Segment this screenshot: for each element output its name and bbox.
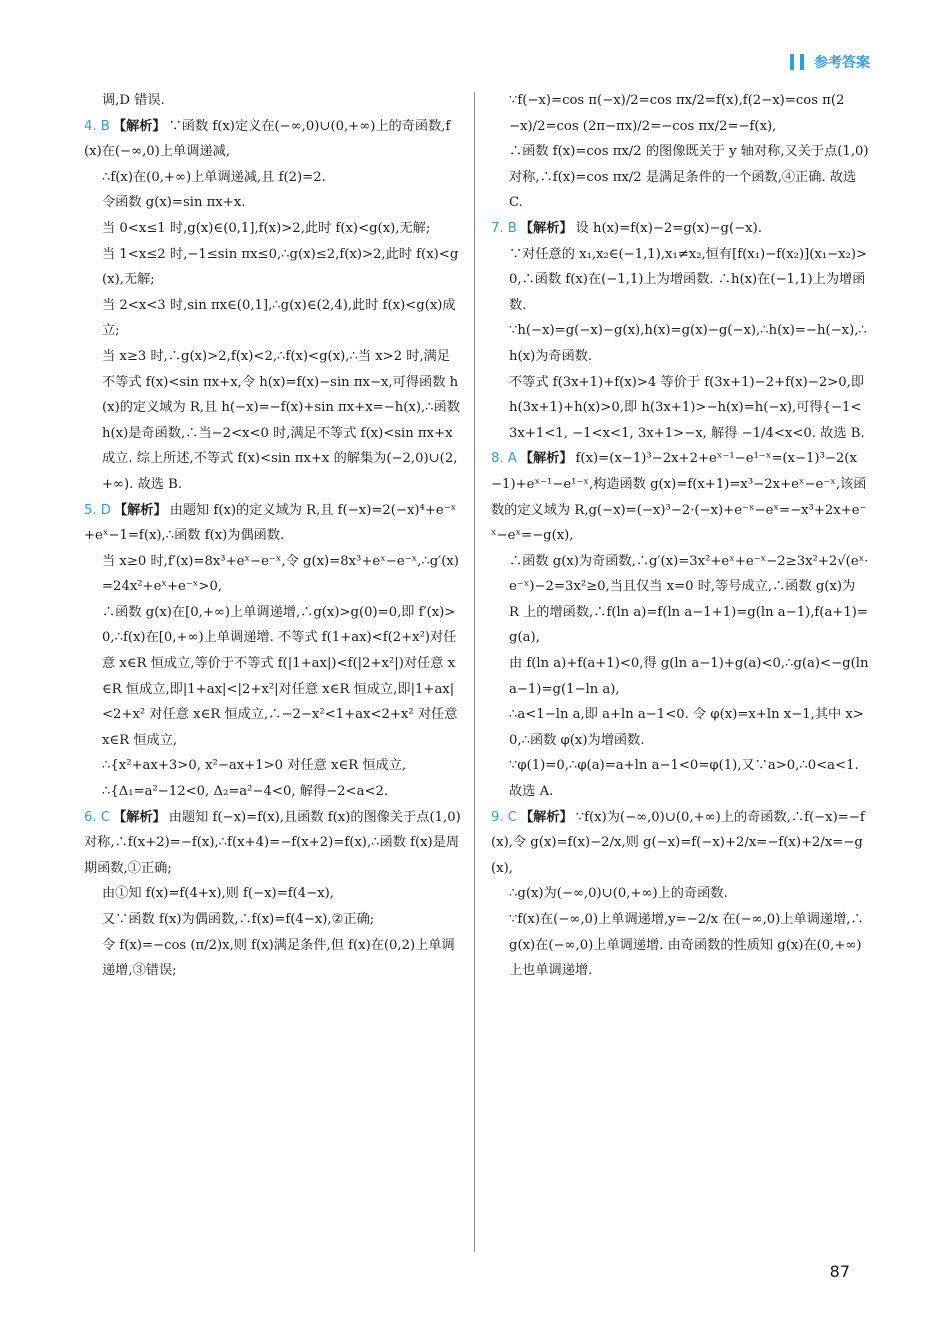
header-bar-icon [790,54,794,70]
analysis-tag: 【解析】 [113,502,167,518]
paragraph-text: 不等式 f(3x+1)+f(x)>4 等价于 f(3x+1)−2+f(x)−2>0,即 h(3x+1)+h(x)>0,即 h(3x+1)>−h(x)=h(−x),可得{−1<3x+1<1, −1<x<1, 3x+1>−x, 解得 −1/4<x<0. 故选 B. [509,374,865,441]
paragraph-text: ∵φ(1)=0,∴φ(a)=a+ln a−1<0=φ(1),又∵a>0,∴0<a<1. 故选 A. [509,758,859,800]
paragraph [102,165,462,191]
paragraph [102,549,462,600]
paragraph-text: 当 x≥3 时,∴g(x)>2,f(x)<2,∴f(x)<g(x),∴当 x>2 时,满足不等式 f(x)<sin πx+x,令 h(x)=f(x)−sin πx−x,可得函数 h(x)的定义域为 R,且 h(−x)=−f(x)+sin πx+x=−h(x),∴函数 h(x)是奇函数,∴当−2<x<0 时,满足不等式 f(x)<sin πx+x 成立. 综上所述,不等式 f(x)<sin πx+x 的解集为(−2,0)∪(2,+∞). 故选 B. [102,348,460,492]
question-number: 5. D [84,502,111,518]
paragraph-text: ∴g(x)为(−∞,0)∪(0,+∞)上的奇函数. [509,886,728,902]
question-number: 6. C [84,809,110,825]
paragraph [84,498,462,549]
page-header [790,52,870,72]
paragraph [491,805,869,882]
paragraph [509,139,869,216]
header-bar-icon [800,54,804,70]
paragraph-text: ∵h(−x)=g(−x)−g(x),h(x)=g(x)−g(−x),∴h(x)=−h(−x),∴h(x)为奇函数. [509,323,867,364]
paragraph-text: 调,D 错误. [102,93,165,108]
question-number: 4. B [84,118,110,134]
question-number: 9. C [491,809,517,825]
analysis-tag: 【解析】 [519,220,573,236]
header-label: 参考答案 [814,55,870,71]
paragraph [84,805,462,882]
analysis-tag: 【解析】 [519,809,573,825]
paragraph [509,881,869,907]
paragraph-text: 又∵函数 f(x)为偶函数,∴f(x)=f(4−x),②正确; [102,912,375,927]
left-column [84,88,462,984]
paragraph-text: ∵函数 f(x)定义在(−∞,0)∪(0,+∞)上的奇函数,f(x)在(−∞,0)上单调递减, [84,118,451,160]
paragraph-text: 由题知 f(−x)=f(x),且函数 f(x)的图像关于点(1,0)对称,∴f(x+2)=−f(x),∴f(x+4)=−f(x+2)=f(x),∴函数 f(x)是周期函数,①正确; [84,809,461,876]
paragraph [84,114,462,165]
paragraph [102,190,462,216]
paragraph [102,242,462,293]
paragraph [491,446,869,548]
paragraph [509,753,869,804]
paragraph-text: 当 2<x<3 时,sin πx∈(0,1],∴g(x)∈(2,4),此时 f(x)<g(x)成立; [102,297,456,339]
analysis-tag: 【解析】 [112,809,166,825]
paragraph-text: 由 f(ln a)+f(a+1)<0,得 g(ln a−1)+g(a)<0,∴g(a)<−g(ln a−1)=g(1−ln a), [509,656,869,697]
paragraph-text: ∵f(−x)=cos π(−x)/2=cos πx/2=f(x),f(2−x)=cos π(2−x)/2=cos (2π−πx)/2=−cos πx/2=−f(x), [509,93,845,134]
paragraph-text: ∵f(x)在(−∞,0)上单调递增,y=−2/x 在(−∞,0)上单调递增,∴g(x)在(−∞,0)上单调递增. 由奇函数的性质知 g(x)在(0,+∞)上也单调递增. [509,912,864,979]
paragraph [509,651,869,702]
paragraph-text: ∵对任意的 x₁,x₂∈(−1,1),x₁≠x₂,恒有[f(x₁)−f(x₂)](x₁−x₂)>0,∴函数 f(x)在(−1,1)上为增函数. ∴h(x)在(−1,1)上为增函数. [509,246,868,313]
paragraph-text: 由①知 f(x)=f(4+x),则 f(−x)=f(4−x), [102,886,334,902]
column-divider [474,92,475,1252]
paragraph-text: 当 0<x≤1 时,g(x)∈(0,1],f(x)>2,此时 f(x)<g(x),无解; [102,220,431,236]
paragraph [102,881,462,907]
analysis-tag: 【解析】 [519,451,573,467]
paragraph [509,370,869,447]
paragraph [491,216,869,242]
paragraph-text: ∴函数 g(x)在[0,+∞)上单调递增,∴g(x)>g(0)=0,即 f′(x)>0,∴f(x)在[0,+∞)上单调递增. 不等式 f(1+ax)<f(2+x²)对任意 x∈R 恒成立,等价于不等式 f(|1+ax|)<f(|2+x²|)对任意 x∈R 恒成立,即|1+ax|<|2+x²|对任意 x∈R 恒成立,即|1+ax|<2+x² 对任意 x∈R 恒成立,∴−2−x²<1+ax<2+x² 对任意 x∈R 恒成立, [102,604,458,748]
paragraph-text: 当 1<x≤2 时,−1≤sin πx≤0,∴g(x)≤2,f(x)>2,此时 f(x)<g(x),无解; [102,246,459,288]
paragraph [509,702,869,753]
paragraph-text: 令函数 g(x)=sin πx+x. [102,195,246,211]
paragraph-text: f(x)=(x−1)³−2x+2+eˣ⁻¹−e¹⁻ˣ=(x−1)³−2(x−1)+eˣ⁻¹−e¹⁻ˣ,构造函数 g(x)=f(x+1)=x³−2x+eˣ−e⁻ˣ,该函数的定义域为 R,g(−x)=(−x)³−2·(−x)+e⁻ˣ−eˣ=−x³+2x+e⁻ˣ−eˣ=−g(x), [491,451,867,544]
paragraph [102,779,462,805]
paragraph-text: 设 h(x)=f(x)−2=g(x)−g(−x). [575,220,762,236]
paragraph [102,600,462,754]
paragraph-text: 令 f(x)=−cos (π/2)x,则 f(x)满足条件,但 f(x)在(0,2)上单调递增,③错误; [102,937,455,979]
paragraph [102,293,462,344]
paragraph [509,549,869,651]
paragraph-text: ∴函数 g(x)为奇函数,∴g′(x)=3x²+eˣ+e⁻ˣ−2≥3x²+2√(eˣ·e⁻ˣ)−2=3x²≥0,当且仅当 x=0 时,等号成立,∴函数 g(x)为 R 上的增函数,∴f(ln a)=f(ln a−1+1)=g(ln a−1),f(a+1)=g(a), [509,553,869,646]
paragraph [509,907,869,984]
paragraph-text: ∴{Δ₁=a²−12<0, Δ₂=a²−4<0, 解得−2<a<2. [102,784,389,800]
question-number: 7. B [491,220,517,236]
paragraph-text: ∴{x²+ax+3>0, x²−ax+1>0 对任意 x∈R 恒成立, [102,758,407,774]
paragraph [102,907,462,933]
paragraph-text: ∴f(x)在(0,+∞)上单调递减,且 f(2)=2. [102,169,326,185]
question-number: 8. A [491,451,517,467]
paragraph-text: 由题知 f(x)的定义域为 R,且 f(−x)=2(−x)⁴+e⁻ˣ+eˣ−1=f(x),∴函数 f(x)为偶函数. [84,502,457,544]
paragraph [102,88,462,114]
paragraph [102,216,462,242]
analysis-tag: 【解析】 [112,118,166,134]
paragraph [102,933,462,984]
right-column [491,88,869,984]
paragraph [509,318,869,369]
paragraph-text: ∵f(x)为(−∞,0)∪(0,+∞)上的奇函数,∴f(−x)=−f(x),令 g(x)=f(x)−2/x,则 g(−x)=f(−x)+2/x=−f(x)+2/x=−g(x), [491,809,865,876]
paragraph-text: 当 x≥0 时,f′(x)=8x³+eˣ−e⁻ˣ,令 g(x)=8x³+eˣ−e⁻ˣ,∴g′(x)=24x²+eˣ+e⁻ˣ>0, [102,553,459,595]
paragraph [509,88,869,139]
paragraph-text: ∴a<1−ln a,即 a+ln a−1<0. 令 φ(x)=x+ln x−1,其中 x>0,∴函数 φ(x)为增函数. [509,707,864,748]
paragraph [102,344,462,498]
paragraph-text: ∴函数 f(x)=cos πx/2 的图像既关于 y 轴对称,又关于点(1,0)对称,∴f(x)=cos πx/2 是满足条件的一个函数,④正确. 故选 C. [509,144,869,211]
paragraph [509,242,869,319]
paragraph [102,753,462,779]
page-number: 87 [829,1262,850,1281]
